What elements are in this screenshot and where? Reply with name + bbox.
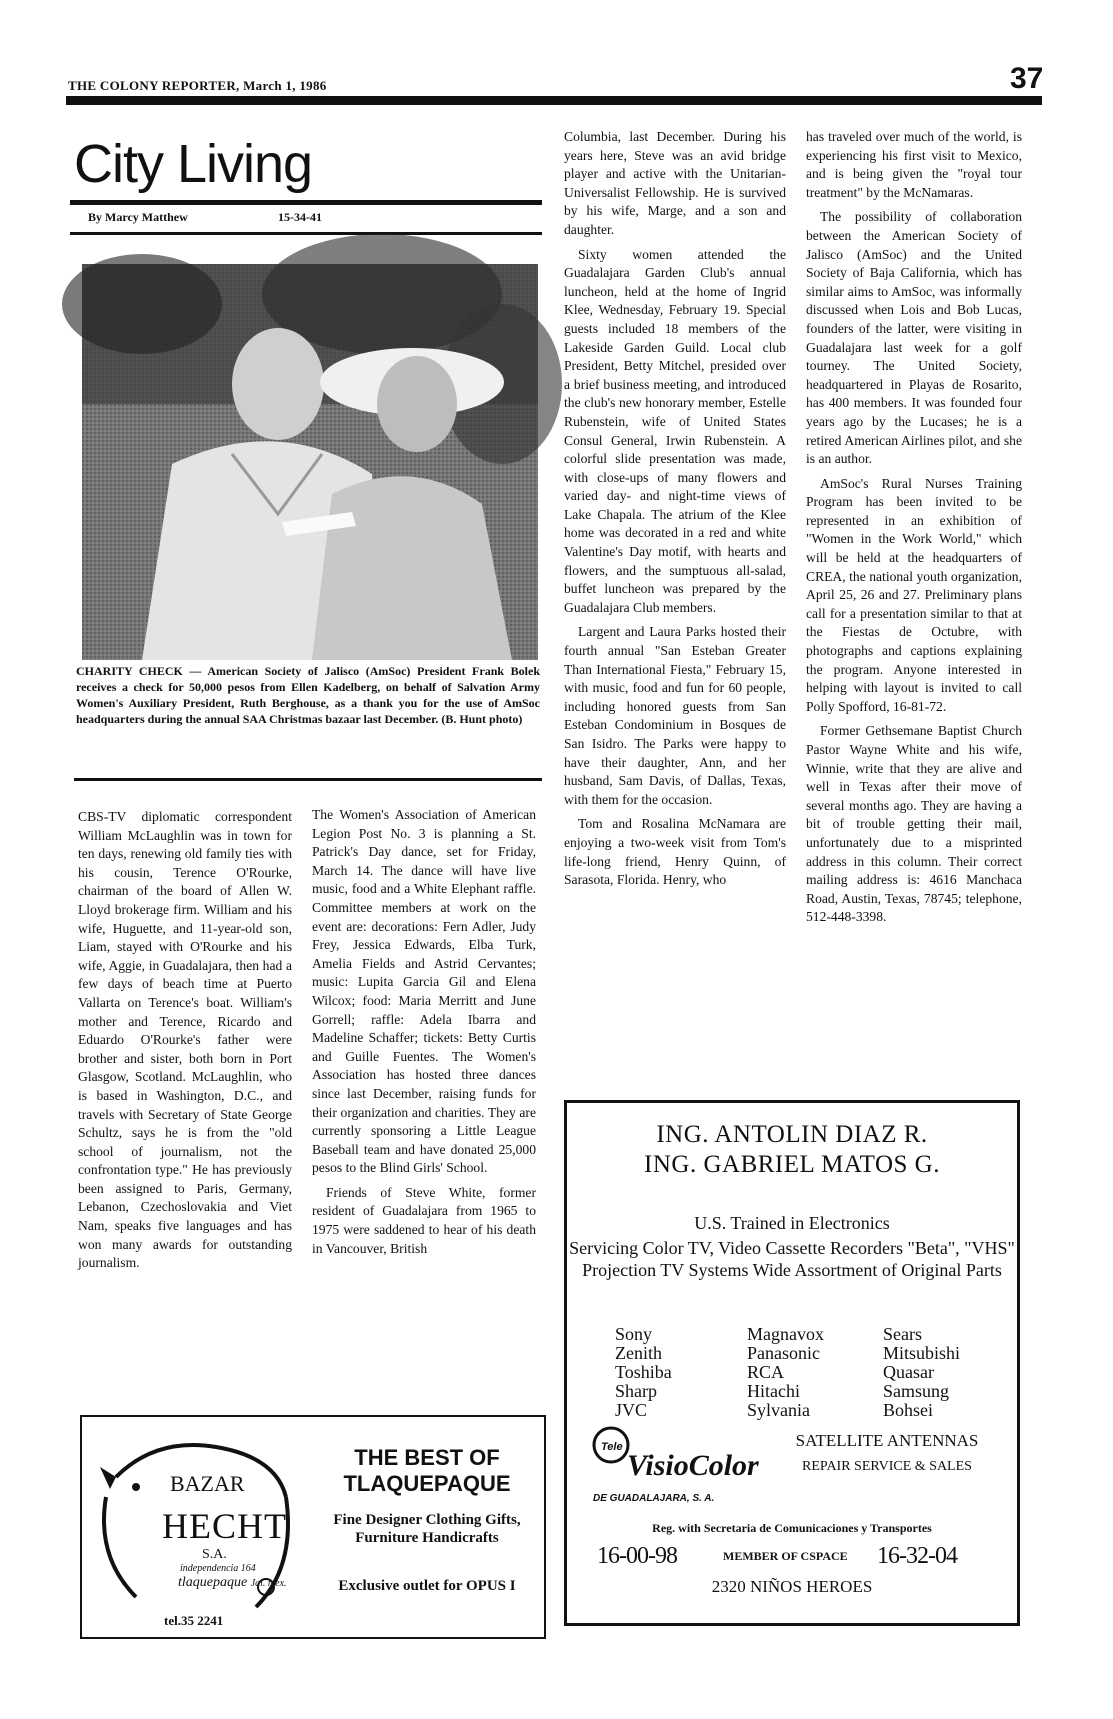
bazar-ad-copy — [327, 1445, 527, 1595]
col4-paragraph: AmSoc's Rural Nurses Training Program has been invited to be represented in an exhibition of "Women in the Work World," which will be held at the headquarters of CREA, the national youth organization, April 25, 26 and 27. Preliminary plans call for a presentation similar to that at the Fiestas de Octubre, with photographs and captions explaining the program. Anyone interested in helping with layout is invited to call Polly Spofford, 16-81-72. — [806, 475, 1022, 714]
bazar-state-name: Jal. mex. — [250, 1578, 287, 1589]
bazar-logo-street: independencia 164 — [180, 1563, 256, 1574]
brand-list-1 — [615, 1325, 672, 1420]
registration-line: Reg. with Secretaria de Comunicaciones y Transportes — [652, 1521, 932, 1535]
bazar-phone: tel.35 2241 — [164, 1613, 224, 1628]
bazar-headline: THE BEST OF TLAQUEPAQUE — [343, 1445, 511, 1496]
caption-rule — [74, 778, 542, 781]
engineer-name-1: ING. ANTOLIN DIAZ R. — [656, 1121, 928, 1148]
brand-name: Magnavox — [747, 1324, 824, 1344]
brand-name: Bohsei — [883, 1400, 934, 1420]
bazar-outlet: Exclusive outlet for OPUS I — [338, 1578, 516, 1594]
bazar-logo-title: BAZAR — [170, 1471, 245, 1496]
brand-list-3 — [883, 1325, 960, 1420]
col2-paragraph: Friends of Steve White, former resident of Guadalajara from 1965 to 1975 were saddened to hear of his death in Vancouver, British — [312, 1184, 536, 1256]
logo-wordmark: VisioColor — [627, 1449, 759, 1482]
repair-line: REPAIR SERVICE & SALES — [802, 1459, 972, 1474]
photo-caption: CHARITY CHECK — American Society of Jalisco (AmSoc) President Frank Bolek receives a check for 50,000 pesos from Ellen Kadelberg, on behalf of Salvation Army Women's Auxiliary President, Ruth Berghouse, as a thank you for the use of AmSoc headquarters during the annual SAA Christmas bazaar last December. (B. Hunt photo) — [76, 664, 540, 726]
col4-paragraph: Former Gethsemane Baptist Church Pastor Wayne White and his wife, Winnie, write that they are alive and well in Texas after their move of several months ago. They are having a bit of trouble getting their mail, unfortunately due to a misprinted address in this column. Their correct mailing address is: 4616 Manchaca Road, Austin, Texas, 78745; telephone, 512-448-3398. — [806, 723, 1022, 925]
col4-paragraph: has traveled over much of the world, is experiencing his first visit to Mexico, and is being given the "royal tour treatment" by the McNamaras. — [806, 129, 1022, 200]
bazar-hecht-ad — [80, 1415, 546, 1639]
brand-name: Zenith — [615, 1343, 662, 1363]
photo-image — [82, 264, 538, 660]
byline: By Marcy Matthew — [88, 210, 188, 224]
brand-name: Sears — [883, 1324, 922, 1344]
bazar-subhead: Fine Designer Clothing Gifts, Furniture Handicrafts — [333, 1512, 521, 1546]
engineer-name-2: ING. GABRIEL MATOS G. — [644, 1151, 940, 1178]
article-column-1 — [78, 808, 292, 1279]
brand-name: Samsung — [883, 1381, 950, 1401]
bazar-logo-name: HECHT — [162, 1506, 287, 1546]
col3-paragraph: Tom and Rosalina McNamara are enjoying a two-week visit from Tom's life-long friend, Henry Quinn, of Sarasota, Florida. Henry, who — [564, 816, 786, 888]
byline-phone: 15-34-41 — [278, 210, 322, 224]
logo-badge-text: Tele — [601, 1441, 623, 1453]
bazar-logo-city — [178, 1575, 287, 1591]
col3-paragraph: Sixty women attended the Guadalajara Garden Club's annual luncheon, held at the home of Ingrid Klee, Wednesday, February 19. Special guests included 18 members of the Lakeside Garden Guild. Local club President, Betty Mitchel, presided over a brief business meeting, and introduced the club's new honorary member, Estelle Rubenstein, wife of United States Consul General, Irwin Rubenstein. A colorful slide presentation was made, with close-ups of many flowers and varied day- and night-time views of Lake Chapala. The atrium of the Klee home was decorated in a red and white Valentine's Day motif, with hearts and flowers, and the sumptuous all-salad, buffet luncheon was prepared by the Guadalajara Club members. — [564, 246, 786, 615]
byline-rule — [70, 232, 542, 235]
brand-name: RCA — [747, 1362, 785, 1382]
brand-name: Sony — [615, 1324, 653, 1344]
brand-name: JVC — [615, 1400, 648, 1420]
services-text: Servicing Color TV, Video Cassette Recorders "Beta", "VHS" Projection TV Systems Wide Assortment of Original Parts — [569, 1238, 1015, 1280]
brand-name: Mitsubishi — [883, 1343, 961, 1363]
brand-name: Sylvania — [747, 1400, 810, 1420]
col3-paragraph: Columbia, last December. During his years here, Steve was an avid bridge player and active with the Unitarian-Universalist Fellowship. He is survived by his wife, Marge, and a son and daughter. — [564, 129, 786, 237]
brand-name: Hitachi — [747, 1381, 800, 1401]
visiocolor-subtitle: DE GUADALAJARA, S. A. — [593, 1493, 715, 1504]
col4-paragraph: The possibility of collaboration between the American Society of Jalisco (AmSoc) and the United Society of Baja California, which has similar aims to AmSoc, was informally discussed when Lois and Bob Lucas, founders of the latter, were visiting in Guadalajara last week for a golf tourney. The United Society, headquartered in Playas de Rosarito, has 400 members. It was founded four years ago by the Lucases; he is a retired American Airlines pilot, and she is an author. — [806, 209, 1022, 467]
brand-name: Quasar — [883, 1362, 934, 1382]
phone-1: 16-00-98 — [597, 1543, 677, 1569]
publication-line: THE COLONY REPORTER, March 1, 1986 — [68, 78, 327, 93]
masthead-rule — [66, 96, 1042, 105]
member-line: MEMBER OF CSPACE — [723, 1549, 848, 1563]
brand-name: Panasonic — [747, 1343, 820, 1363]
satellite-line: SATELLITE ANTENNAS — [795, 1431, 979, 1450]
phone-2: 16-32-04 — [877, 1543, 957, 1569]
article-column-4 — [806, 128, 1022, 933]
title-rule — [70, 200, 542, 205]
address-line: 2320 NIÑOS HEROES — [711, 1577, 873, 1596]
col1-paragraph: CBS-TV diplomatic correspondent William McLaughlin was in town for ten days, renewing old family ties with his cousin, Terence O'Rourke, chairman of the board of Allen W. Lloyd brokerage firm. William and his wife, Huguette, and 11-year-old son, Liam, stayed with O'Rourke and his wife, Aggie, in Guadalajara, then had a few days of beach time at Puerto Vallarta on Terence's boat. William's mother and Terence, Ricardo and Eduardo O'Rourke's father were brother and sister, both born in Port Glasgow, Scotland. McLaughlin, who is based in Washington, D.C., and travels with Secretary of State George Schultz, says he is from the "old school of journalism, not the confrontation type." He has previously been assigned to Paris, Germany, Lebanon, Czechoslovakia and Viet Nam, speaks five languages and has won many awards for outstanding journalism. — [78, 809, 292, 1271]
col3-paragraph: Largent and Laura Parks hosted their fourth annual "San Esteban Greater Than International Fiesta," February 15, with music, food and fun for 60 people, including honored guests from San Esteban Condominium in Bosques de San Isidro. The Parks were happy to have their daughter, Ann, and her husband, Sam Davis, of Dallas, Texas, with them for the occasion. — [564, 624, 786, 807]
bazar-city-name: tlaquepaque — [178, 1575, 248, 1590]
visiocolor-ad — [564, 1100, 1020, 1626]
bazar-logo-sa: S.A. — [202, 1547, 227, 1562]
visiocolor-logo — [591, 1419, 759, 1497]
col2-paragraph: The Women's Association of American Legion Post No. 3 is planning a St. Patrick's Day dance, set for Friday, March 14. The dance will have live music, food and a White Elephant raffle. Committee members at work on the event are: decorations: Fern Adler, Judy Frey, Jessica Edwards, Elba Turk, Amelia Fields and Astrid Cervantes; music: Lupita Garcia Gil and Elena Wilcox; food: Maria Merritt and June Gorrell; raffle: Adela Ibarra and Madeline Schaffer; tickets: Betty Curtis and Guille Fuentes. The Women's Association has hosted three dances since last December, raising funds for their organization and charities. They are currently sponsoring a Little League Baseball team and have donated 25,000 pesos to the Blind Girls' School. — [312, 807, 536, 1176]
brand-name: Sharp — [615, 1381, 657, 1401]
brand-list-2 — [747, 1325, 824, 1420]
article-column-2 — [312, 806, 536, 1264]
trained-line: U.S. Trained in Electronics — [694, 1213, 890, 1233]
brand-name: Toshiba — [615, 1362, 672, 1382]
article-column-3 — [564, 128, 786, 896]
section-title: City Living — [74, 134, 313, 194]
page-number: 37 — [1010, 62, 1044, 95]
news-photo — [82, 264, 538, 660]
